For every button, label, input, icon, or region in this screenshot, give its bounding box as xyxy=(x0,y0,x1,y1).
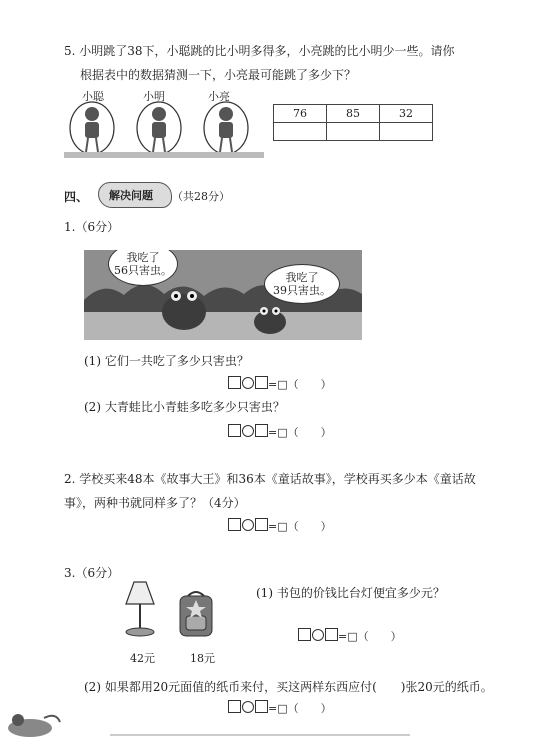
section-number: 四、 xyxy=(64,190,89,204)
p2-line2: 事》，两种书就同样多了？（4分） xyxy=(64,496,246,510)
p1-equation2[interactable] xyxy=(228,424,332,440)
eq-box[interactable] xyxy=(325,628,338,641)
p1-sub2: (2) 大青蛙比小青蛙多吃多少只害虫？ xyxy=(84,400,285,414)
eq-tail: =□（ ） xyxy=(268,520,332,533)
table-answer-cell-3[interactable] xyxy=(380,123,433,141)
eq-tail: =□（ ） xyxy=(268,378,332,391)
eq-box[interactable] xyxy=(228,376,241,389)
eq-box[interactable] xyxy=(298,628,311,641)
eq-box[interactable] xyxy=(255,518,268,531)
eq-box[interactable] xyxy=(228,424,241,437)
eq-tail: =□（ ） xyxy=(338,630,402,643)
eq-tail: =□（ ） xyxy=(268,702,332,715)
p1-header: 1.（6分） xyxy=(64,220,120,234)
p3-sub2: (2) 如果都用20元面值的纸币来付，买这两样东西应付( )张20元的纸币。 xyxy=(84,680,493,694)
eq-operator-circle[interactable] xyxy=(242,377,254,389)
name-xiaoliang: 小亮 xyxy=(208,90,230,103)
bubble2-line1: 我吃了 xyxy=(285,271,319,284)
small-frog-speech-bubble xyxy=(264,264,340,304)
table-lamp-icon xyxy=(118,578,162,640)
table-cell-85: 85 xyxy=(327,105,380,123)
footer-mascot-icon xyxy=(4,706,64,738)
bubble1-line2: 56只害虫。 xyxy=(114,264,172,277)
eq-box[interactable] xyxy=(228,700,241,713)
eq-box[interactable] xyxy=(255,376,268,389)
schoolbag-icon xyxy=(176,588,216,640)
q5-text-line2: 根据表中的数据猜测一下，小亮最可能跳了多少下？ xyxy=(80,68,357,82)
jump-rope-kids-illustration xyxy=(64,100,264,158)
eq-tail: =□（ ） xyxy=(268,426,332,439)
eq-box[interactable] xyxy=(255,700,268,713)
p3-header: 3.（6分） xyxy=(64,566,120,580)
p3-equation1[interactable] xyxy=(298,628,402,644)
table-answer-cell-1[interactable] xyxy=(274,123,327,141)
lamp-price: 42元 xyxy=(130,652,155,665)
eq-operator-circle[interactable] xyxy=(242,425,254,437)
q5-text-line1: 5. 小明跳了38下，小聪跳的比小明多得多，小亮跳的比小明少一些。请你 xyxy=(64,44,455,58)
p3-equation2[interactable] xyxy=(228,700,332,716)
bag-price: 18元 xyxy=(190,652,215,665)
section-points: （共28分） xyxy=(172,190,230,203)
frogs-illustration xyxy=(84,250,362,340)
p2-equation[interactable] xyxy=(228,518,332,534)
p1-equation1[interactable] xyxy=(228,376,332,392)
eq-box[interactable] xyxy=(228,518,241,531)
table-cell-32: 32 xyxy=(380,105,433,123)
eq-operator-circle[interactable] xyxy=(242,519,254,531)
footer-rule xyxy=(110,734,410,736)
q5-data-table xyxy=(273,104,433,141)
eq-operator-circle[interactable] xyxy=(312,629,324,641)
name-xiaoming: 小明 xyxy=(143,90,165,103)
table-cell-76: 76 xyxy=(274,105,327,123)
section-badge-text: 解决问题 xyxy=(109,189,153,202)
p2-line1: 2. 学校买来48本《故事大王》和36本《童话故事》，学校再买多少本《童话故 xyxy=(64,472,476,486)
p3-sub1: (1) 书包的价钱比台灯便宜多少元？ xyxy=(256,586,445,600)
eq-box[interactable] xyxy=(255,424,268,437)
bubble2-line2: 39只害虫。 xyxy=(273,284,331,297)
table-answer-cell-2[interactable] xyxy=(327,123,380,141)
bubble1-line1: 我吃了 xyxy=(126,251,160,264)
section-badge-banner xyxy=(98,182,172,208)
p1-sub1: (1) 它们一共吃了多少只害虫？ xyxy=(84,354,249,368)
name-xiaocong: 小聪 xyxy=(82,90,104,103)
eq-operator-circle[interactable] xyxy=(242,701,254,713)
